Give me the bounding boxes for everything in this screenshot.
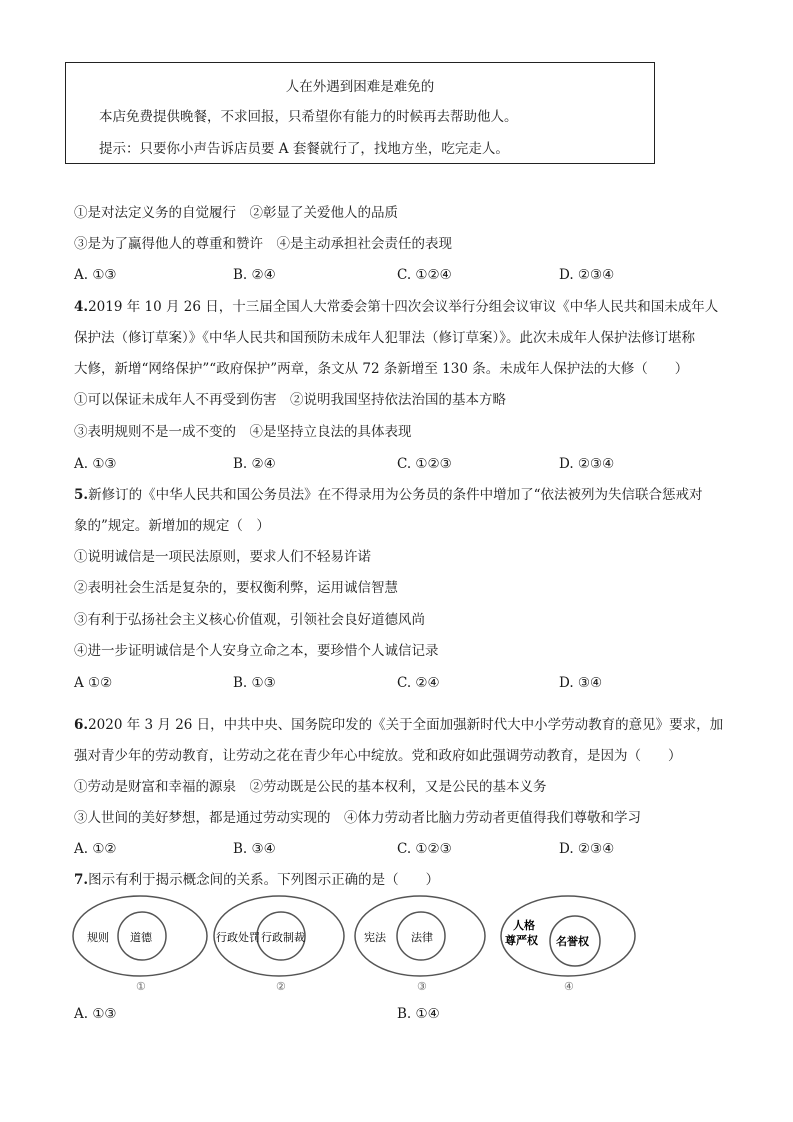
diagram-2 <box>214 896 344 993</box>
q4-options-line-1: ①可以保证未成年人不再受到伤害 ②说明我国坚持依法治国的基本方略 <box>74 392 506 408</box>
q7-stem: 7.图示有利于揭示概念间的关系。下列图示正确的是（ ） <box>74 872 440 888</box>
q5-choice-c[interactable]: C. ②④ <box>397 675 440 691</box>
q4-choice-b[interactable]: B. ②④ <box>233 456 276 472</box>
q4-number: 4. <box>74 299 89 315</box>
diagram-1-inner-label: 道德 <box>130 931 152 944</box>
diagram-2-number: ② <box>276 980 286 993</box>
q7-number: 7. <box>74 872 89 888</box>
q3-choice-d[interactable]: D. ②③④ <box>559 267 615 283</box>
diagram-3-number: ③ <box>417 980 427 993</box>
q4-choice-d[interactable]: D. ②③④ <box>559 456 615 472</box>
q5-stem-line-1: 5.新修订的《中华人民共和国公务员法》在不得录用为公务员的条件中增加了“依法被列为失信联合惩戒对 <box>74 487 703 503</box>
q6-choice-b[interactable]: B. ③④ <box>233 841 276 857</box>
notice-line-2: 提示：只要你小声告诉店员要 A 套餐就行了，找地方坐，吃完走人。 <box>99 141 509 157</box>
q3-choice-a[interactable]: A. ①③ <box>74 267 117 283</box>
q5-option-1: ①说明诚信是一项民法原则，要求人们不轻易许诺 <box>74 549 371 565</box>
q5-option-2: ②表明社会生活是复杂的，要权衡利弊，运用诚信智慧 <box>74 580 398 596</box>
q6-choice-c[interactable]: C. ①②③ <box>397 841 452 857</box>
q3-options-line-2: ③是为了赢得他人的尊重和赞许 ④是主动承担社会责任的表现 <box>74 236 452 252</box>
q4-stem-line-1: 4.2019 年 10 月 26 日，十三届全国人大常委会第十四次会议举行分组会议审议《中华人民共和国未成年人 <box>74 299 719 315</box>
notice-title: 人在外遇到困难是难免的 <box>285 79 435 95</box>
q7-diagrams <box>0 892 793 997</box>
q3-choice-b[interactable]: B. ②④ <box>233 267 276 283</box>
diagram-3 <box>355 896 485 993</box>
q6-options-line-2: ③人世间的美好梦想，都是通过劳动实现的 ④体力劳动者比脑力劳动者更值得我们尊敬和学习 <box>74 810 641 826</box>
q4-choice-a[interactable]: A. ①③ <box>74 456 117 472</box>
q6-stem-line-1: 6.2020 年 3 月 26 日，中共中央、国务院印发的《关于全面加强新时代大中小学劳动教育的意见》要求，加 <box>74 717 724 733</box>
notice-line-1: 本店免费提供晚餐，不求回报，只希望你有能力的时候再去帮助他人。 <box>99 109 518 125</box>
q6-stem-line-2: 强对青少年的劳动教育，让劳动之花在青少年心中绽放。党和政府如此强调劳动教育，是因为（ ） <box>74 748 682 764</box>
diagram-1-outer-label: 规则 <box>87 931 109 944</box>
q5-option-4: ④进一步证明诚信是个人安身立命之本，要珍惜个人诚信记录 <box>74 643 439 659</box>
q6-number: 6. <box>74 717 89 733</box>
diagram-4-inner-label: 名誉权 <box>556 935 589 948</box>
diagram-3-inner-label: 法律 <box>411 931 433 944</box>
diagram-4 <box>501 896 635 993</box>
q4-choice-c[interactable]: C. ①②③ <box>397 456 452 472</box>
q5-stem-line-2: 象的”规定。新增加的规定（ ） <box>74 518 270 534</box>
q4-stem-line-3: 大修，新增“网络保护”“政府保护”两章，条文从 72 条新增至 130 条。未成年人保护法的大修（ ） <box>74 361 689 377</box>
diagram-1 <box>73 896 207 993</box>
q6-options-line-1: ①劳动是财富和幸福的源泉 ②劳动既是公民的基本权利，又是公民的基本义务 <box>74 779 547 795</box>
q5-option-3: ③有利于弘扬社会主义核心价值观，引领社会良好道德风尚 <box>74 612 425 628</box>
q3-choice-c[interactable]: C. ①②④ <box>397 267 452 283</box>
q5-choice-b[interactable]: B. ①③ <box>233 675 276 691</box>
diagram-4-outer-label-line-1: 人格 <box>513 919 535 932</box>
notice-box <box>65 62 655 164</box>
diagram-4-number: ④ <box>564 980 574 993</box>
q4-stem-line-2: 保护法（修订草案）》《中华人民共和国预防未成年人犯罪法（修订草案）》。此次未成年人保护法修订堪称 <box>74 330 695 346</box>
diagram-1-number: ① <box>136 980 146 993</box>
q7-choice-a[interactable]: A. ①③ <box>74 1006 117 1022</box>
q6-choice-a[interactable]: A. ①② <box>74 841 117 857</box>
diagram-2-inner-label: 行政制裁 <box>261 931 305 944</box>
q4-options-line-2: ③表明规则不是一成不变的 ④是坚持立良法的具体表现 <box>74 424 412 440</box>
diagram-4-outer-label-line-2: 尊严权 <box>505 934 538 947</box>
q7-choice-b[interactable]: B. ①④ <box>397 1006 440 1022</box>
q5-number: 5. <box>74 487 89 503</box>
diagram-2-outer-label: 行政处罚 <box>216 931 260 944</box>
q3-options-line-1: ①是对法定义务的自觉履行 ②彰显了关爱他人的品质 <box>74 205 398 221</box>
q5-choice-d[interactable]: D. ③④ <box>559 675 603 691</box>
q6-choice-d[interactable]: D. ②③④ <box>559 841 615 857</box>
q5-choice-a[interactable]: A ①② <box>74 675 113 691</box>
diagram-3-outer-label: 宪法 <box>364 931 386 944</box>
